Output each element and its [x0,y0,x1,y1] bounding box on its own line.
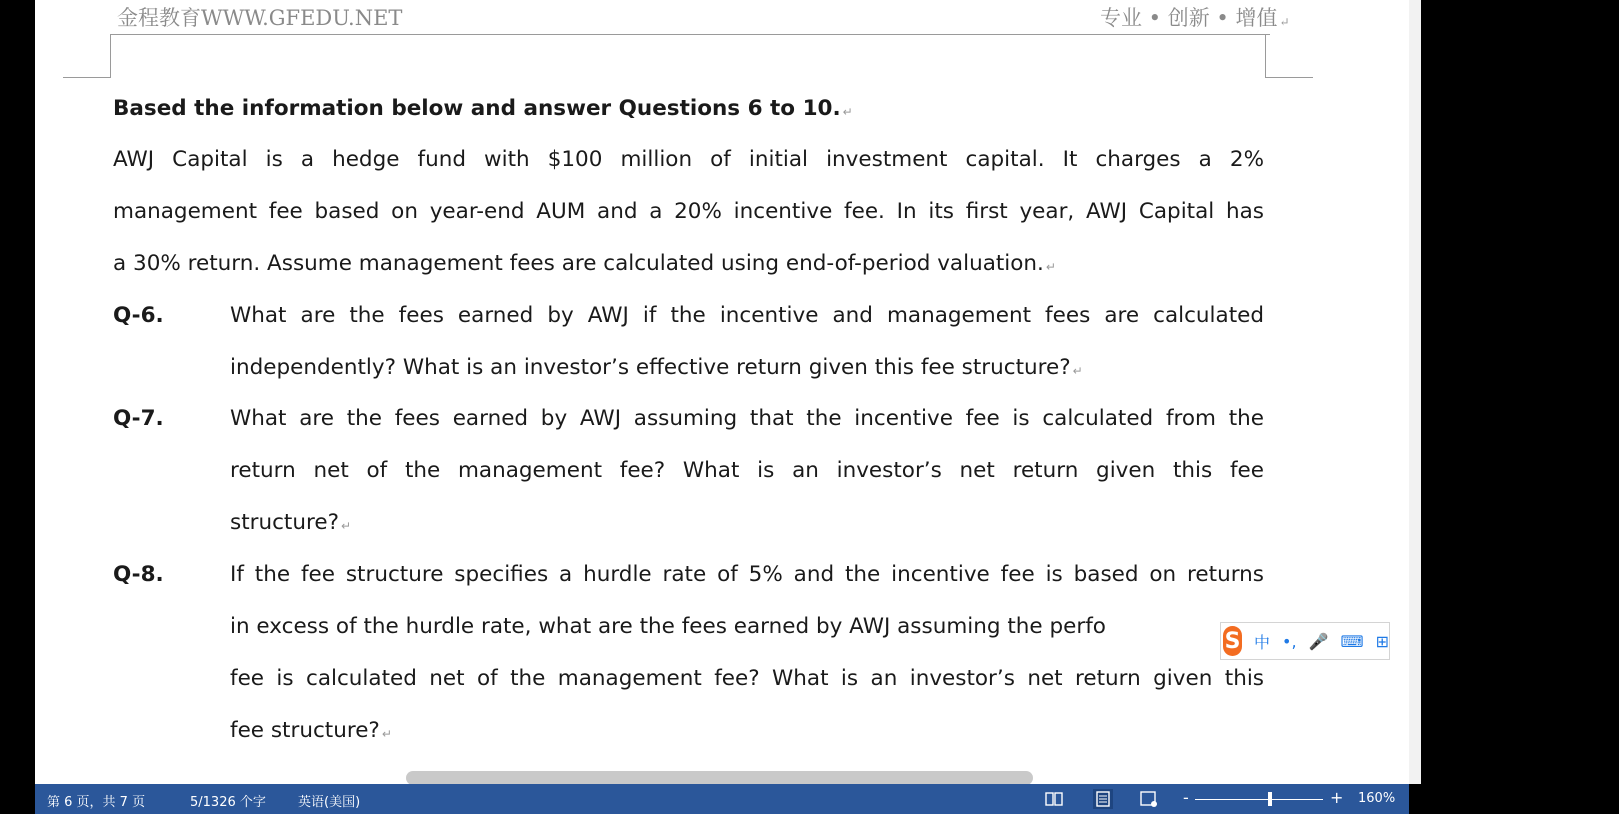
header-rule [110,34,1270,35]
header-right-text: 专业 • 创新 • 增值 ↵ [1100,6,1290,30]
intro-line: AWJ Capital is a hedge fund with $100 million of initial investment capital. It charges a 2% [113,147,1264,172]
zoom-slider-thumb[interactable] [1268,792,1272,806]
word-count[interactable]: 5/1326 个字 [190,795,266,810]
zoom-in-button[interactable]: + [1330,788,1344,807]
toolbox-grid-icon[interactable]: ⊞ [1375,631,1389,651]
intro-line: a 30% return. Assume management fees are calculated using end-of-period valuation. ↵ [113,251,1056,276]
document-page [35,0,1409,784]
question-line: fee is calculated net of the management fee? What is an investor’s net return given this [230,666,1264,691]
question-line: fee structure? ↵ [230,718,392,743]
language-indicator[interactable]: 英语(美国) [298,795,361,810]
question-line: If the fee structure specifies a hurdle rate of 5% and the incentive fee is based on returns [230,562,1264,587]
question-line: What are the fees earned by AWJ if the incentive and management fees are calculated [230,303,1264,328]
crop-mark-left-h [63,77,111,78]
sogou-logo-icon[interactable]: S [1223,626,1242,656]
zoom-out-button[interactable]: - [1183,788,1189,807]
chinese-mode-toggle[interactable]: 中 [1254,632,1271,652]
ime-toolbar[interactable] [1220,622,1390,660]
intro-line: management fee based on year-end AUM and a 20% incentive fee. In its first year, AWJ Capital has [113,199,1264,224]
intro-heading: Based the information below and answer Questions 6 to 10. ↵ [113,96,853,121]
read-mode-icon[interactable] [1045,790,1063,808]
document-viewport[interactable] [35,0,1409,784]
zoom-level[interactable]: 160% [1358,791,1396,806]
question-line: return net of the management fee? What is an investor’s net return given this fee [230,458,1264,483]
crop-mark-right-h [1265,77,1313,78]
status-bar [35,784,1409,814]
question-label: Q-7. [113,406,164,431]
header-left-text: 金程教育WWW.GFEDU.NET [117,6,403,30]
question-line: What are the fees earned by AWJ assuming that the incentive fee is calculated from the [230,406,1264,431]
keyboard-icon[interactable]: ⌨ [1340,631,1364,651]
horizontal-scrollbar-thumb[interactable] [406,771,1033,785]
web-layout-icon[interactable] [1140,790,1158,808]
question-line: structure? ↵ [230,510,352,535]
vertical-scrollbar[interactable] [1409,0,1421,784]
crop-mark-right-v [1265,34,1266,78]
crop-mark-left-v [110,34,111,78]
question-label: Q-8. [113,562,164,587]
question-line: independently? What is an investor’s effective return given this fee structure? ↵ [230,355,1083,380]
page-count[interactable]: 第 6 页，共 7 页 [47,795,146,810]
question-label: Q-6. [113,303,164,328]
microphone-icon[interactable]: 🎤 [1308,631,1329,651]
zoom-slider-track[interactable] [1195,799,1323,800]
print-layout-icon[interactable] [1093,789,1113,809]
punctuation-toggle[interactable]: •, [1282,631,1297,651]
question-line: in excess of the hurdle rate, what are the fees earned by AWJ assuming the perfo [230,614,1106,639]
